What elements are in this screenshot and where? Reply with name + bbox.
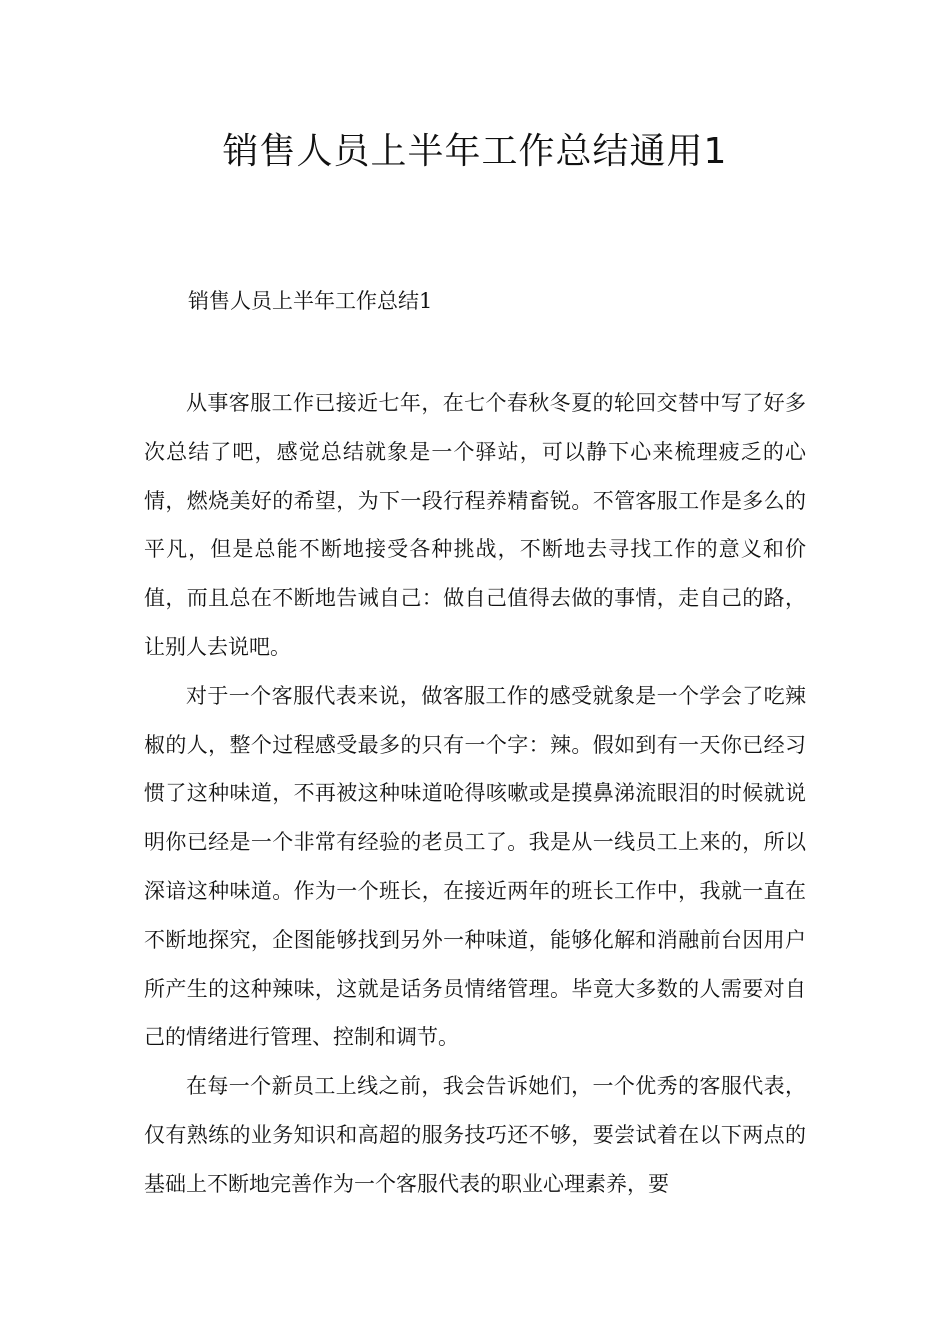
document-title: 销售人员上半年工作总结通用1 — [222, 131, 728, 172]
body-paragraph-1: 从事客服工作已接近七年，在七个春秋冬夏的轮回交替中写了好多次总结了吧，感觉总结就象是一个驿站，可以静下心来梳理疲乏的心情，燃烧美好的希望，为下一段行程养精畜锐。不管客服工作是多么的平凡，但是总能不断地接受各种挑战，不断地去寻找工作的意义和价值，而且总在不断地告诫自己：做自己值得去做的事情，走自己的路，让别人去说吧。 — [144, 391, 806, 659]
body-paragraph-2: 对于一个客服代表来说，做客服工作的感受就象是一个学会了吃辣椒的人，整个过程感受最多的只有一个字：辣。假如到有一天你已经习惯了这种味道，不再被这种味道呛得咳嗽或是摸鼻涕流眼泪的时候就说明你已经是一个非常有经验的老员工了。我是从一线员工上来的，所以深谙这种味道。作为一个班长，在接近两年的班长工作中，我就一直在不断地探究，企图能够找到另外一种味道，能够化解和消融前台因用户所产生的这种辣味，这就是话务员情绪管理。毕竟大多数的人需要对自己的情绪进行管理、控制和调节。 — [144, 683, 806, 1050]
body-paragraph-3: 在每一个新员工上线之前，我会告诉她们，一个优秀的客服代表，仅有熟练的业务知识和高超的服务技巧还不够，要尝试着在以下两点的基础上不断地完善作为一个客服代表的职业心理素养，要 — [144, 1074, 806, 1196]
document-body — [144, 379, 806, 1209]
document-subtitle: 销售人员上半年工作总结1 — [188, 289, 433, 313]
